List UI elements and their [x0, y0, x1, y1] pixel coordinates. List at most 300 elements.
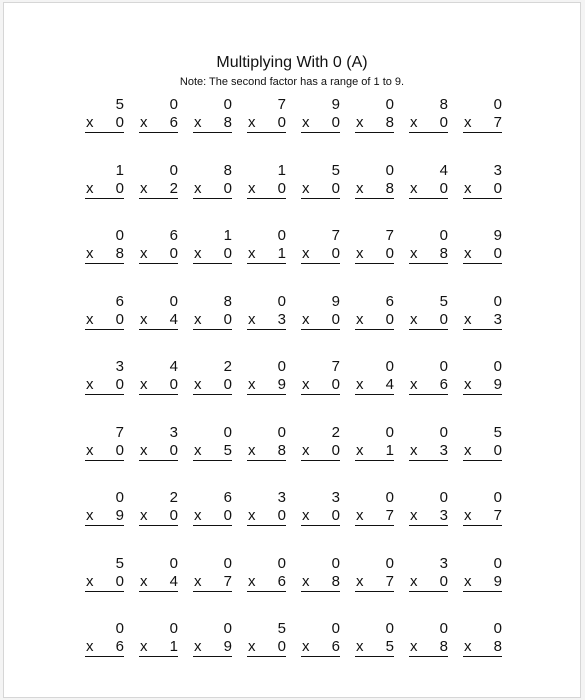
problem: [296, 617, 350, 683]
first-factor: 0: [277, 554, 286, 572]
second-factor-line: [85, 114, 124, 133]
problem: [134, 224, 188, 290]
problem: [242, 486, 296, 552]
first-factor: 0: [115, 620, 124, 637]
multiply-operator: x: [302, 179, 310, 197]
second-factor-line: [139, 638, 178, 657]
second-factor-line: [247, 114, 286, 133]
second-factor: 0: [115, 441, 124, 459]
multiply-operator: x: [86, 441, 94, 459]
multiply-operator: x: [302, 507, 310, 524]
second-factor-line: [193, 573, 232, 592]
problem: [458, 617, 512, 683]
second-factor: 8: [439, 245, 448, 262]
second-factor: 0: [493, 441, 502, 459]
second-factor-line: [463, 573, 502, 592]
problem: [242, 421, 296, 487]
multiply-operator: x: [410, 507, 418, 524]
second-factor: 0: [277, 638, 286, 655]
first-factor: 2: [331, 423, 340, 441]
second-factor-line: [85, 507, 124, 526]
second-factor-line: [463, 507, 502, 526]
second-factor-line: [85, 573, 124, 592]
second-factor: 0: [439, 572, 448, 590]
second-factor-line: [139, 573, 178, 592]
first-factor: 0: [169, 161, 178, 179]
problem: [134, 617, 188, 683]
second-factor-line: [409, 180, 448, 199]
first-factor: 0: [223, 96, 232, 113]
multiply-operator: x: [302, 441, 310, 459]
problem: [188, 617, 242, 683]
first-factor: 5: [115, 96, 124, 113]
problem: [350, 93, 404, 159]
second-factor-line: [193, 638, 232, 657]
second-factor: 6: [277, 572, 286, 590]
problem: [350, 617, 404, 683]
second-factor: 7: [385, 507, 394, 524]
second-factor: 8: [223, 114, 232, 131]
second-factor: 6: [439, 376, 448, 393]
multiply-operator: x: [302, 638, 310, 655]
first-factor: 0: [169, 96, 178, 113]
second-factor: 0: [331, 179, 340, 197]
problem: [242, 617, 296, 683]
second-factor-line: [463, 114, 502, 133]
problem: [350, 552, 404, 618]
second-factor-line: [247, 180, 286, 199]
multiply-operator: x: [194, 245, 202, 262]
second-factor: 5: [223, 441, 232, 459]
second-factor: 9: [223, 638, 232, 655]
second-factor: 8: [385, 179, 394, 197]
second-factor: 0: [331, 441, 340, 459]
second-factor: 0: [331, 310, 340, 328]
multiply-operator: x: [140, 179, 148, 197]
second-factor-line: [409, 311, 448, 330]
first-factor: 1: [223, 227, 232, 244]
first-factor: 0: [115, 227, 124, 244]
problem: [404, 93, 458, 159]
second-factor-line: [247, 442, 286, 461]
second-factor-line: [355, 573, 394, 592]
problem: [458, 355, 512, 421]
multiply-operator: x: [410, 441, 418, 459]
first-factor: 6: [169, 227, 178, 244]
multiply-operator: x: [464, 376, 472, 393]
first-factor: 9: [331, 96, 340, 113]
multiply-operator: x: [86, 376, 94, 393]
first-factor: 0: [385, 161, 394, 179]
second-factor-line: [409, 507, 448, 526]
problem: [134, 552, 188, 618]
first-factor: 6: [115, 292, 124, 310]
multiply-operator: x: [86, 507, 94, 524]
first-factor: 0: [385, 358, 394, 375]
problem: [458, 93, 512, 159]
multiply-operator: x: [194, 376, 202, 393]
problem: [350, 290, 404, 356]
first-factor: 5: [493, 423, 502, 441]
second-factor: 7: [223, 572, 232, 590]
problem: [242, 224, 296, 290]
second-factor: 0: [439, 310, 448, 328]
second-factor-line: [247, 376, 286, 395]
second-factor-line: [139, 442, 178, 461]
first-factor: 0: [331, 554, 340, 572]
second-factor: 0: [277, 507, 286, 524]
problem: [80, 93, 134, 159]
first-factor: 6: [385, 292, 394, 310]
second-factor-line: [409, 638, 448, 657]
first-factor: 7: [331, 358, 340, 375]
multiply-operator: x: [194, 310, 202, 328]
second-factor: 0: [115, 376, 124, 393]
second-factor: 0: [331, 245, 340, 262]
second-factor: 8: [385, 114, 394, 131]
first-factor: 0: [223, 554, 232, 572]
second-factor: 0: [331, 376, 340, 393]
second-factor-line: [193, 442, 232, 461]
first-factor: 2: [223, 358, 232, 375]
first-factor: 0: [493, 554, 502, 572]
second-factor: 0: [331, 507, 340, 524]
first-factor: 0: [385, 554, 394, 572]
second-factor: 0: [223, 245, 232, 262]
problem: [134, 93, 188, 159]
first-factor: 5: [331, 161, 340, 179]
multiply-operator: x: [140, 310, 148, 328]
first-factor: 0: [223, 620, 232, 637]
second-factor: 0: [115, 114, 124, 131]
problem: [242, 552, 296, 618]
problem: [242, 93, 296, 159]
first-factor: 0: [277, 292, 286, 310]
first-factor: 5: [115, 554, 124, 572]
problem: [404, 552, 458, 618]
second-factor: 8: [493, 638, 502, 655]
problem: [458, 159, 512, 225]
first-factor: 0: [169, 620, 178, 637]
problem: [80, 159, 134, 225]
problem-grid: [80, 93, 512, 683]
second-factor: 7: [385, 572, 394, 590]
second-factor: 0: [223, 376, 232, 393]
second-factor: 0: [169, 376, 178, 393]
multiply-operator: x: [410, 638, 418, 655]
first-factor: 0: [385, 489, 394, 506]
second-factor: 4: [385, 376, 394, 393]
multiply-operator: x: [140, 245, 148, 262]
second-factor: 0: [277, 179, 286, 197]
second-factor-line: [463, 245, 502, 264]
second-factor: 0: [223, 310, 232, 328]
problem: [242, 290, 296, 356]
second-factor: 7: [493, 114, 502, 131]
multiply-operator: x: [194, 114, 202, 131]
problem: [350, 159, 404, 225]
multiply-operator: x: [410, 572, 418, 590]
multiply-operator: x: [302, 376, 310, 393]
problem: [404, 159, 458, 225]
second-factor: 4: [169, 572, 178, 590]
second-factor: 1: [169, 638, 178, 655]
first-factor: 0: [169, 554, 178, 572]
first-factor: 0: [277, 423, 286, 441]
second-factor-line: [193, 507, 232, 526]
first-factor: 0: [439, 358, 448, 375]
second-factor-line: [301, 507, 340, 526]
problem: [458, 552, 512, 618]
problem: [458, 224, 512, 290]
second-factor: 3: [439, 441, 448, 459]
problem: [296, 355, 350, 421]
second-factor-line: [301, 114, 340, 133]
problem: [80, 552, 134, 618]
second-factor: 1: [277, 245, 286, 262]
second-factor: 9: [277, 376, 286, 393]
second-factor-line: [355, 507, 394, 526]
multiply-operator: x: [86, 114, 94, 131]
second-factor-line: [355, 114, 394, 133]
multiply-operator: x: [356, 310, 364, 328]
first-factor: 3: [439, 554, 448, 572]
multiply-operator: x: [464, 114, 472, 131]
second-factor: 0: [277, 114, 286, 131]
multiply-operator: x: [464, 310, 472, 328]
second-factor: 9: [493, 376, 502, 393]
multiply-operator: x: [194, 507, 202, 524]
second-factor-line: [301, 180, 340, 199]
second-factor-line: [247, 245, 286, 264]
problem: [404, 290, 458, 356]
multiply-operator: x: [248, 572, 256, 590]
multiply-operator: x: [140, 376, 148, 393]
first-factor: 3: [115, 358, 124, 375]
multiply-operator: x: [248, 310, 256, 328]
multiply-operator: x: [194, 638, 202, 655]
first-factor: 1: [115, 161, 124, 179]
second-factor-line: [463, 180, 502, 199]
multiply-operator: x: [356, 441, 364, 459]
first-factor: 9: [331, 292, 340, 310]
first-factor: 0: [493, 620, 502, 637]
multiply-operator: x: [248, 507, 256, 524]
multiply-operator: x: [140, 441, 148, 459]
second-factor-line: [409, 245, 448, 264]
first-factor: 1: [277, 161, 286, 179]
second-factor: 0: [115, 572, 124, 590]
problem: [296, 421, 350, 487]
multiply-operator: x: [194, 572, 202, 590]
multiply-operator: x: [140, 507, 148, 524]
multiply-operator: x: [248, 638, 256, 655]
problem: [188, 355, 242, 421]
problem: [188, 224, 242, 290]
second-factor-line: [85, 376, 124, 395]
second-factor-line: [409, 573, 448, 592]
multiply-operator: x: [86, 572, 94, 590]
problem: [404, 355, 458, 421]
second-factor: 0: [169, 245, 178, 262]
problem: [188, 159, 242, 225]
second-factor: 2: [169, 179, 178, 197]
first-factor: 7: [385, 227, 394, 244]
first-factor: 0: [439, 423, 448, 441]
first-factor: 0: [115, 489, 124, 506]
second-factor: 9: [493, 572, 502, 590]
problem: [242, 159, 296, 225]
second-factor-line: [85, 638, 124, 657]
problem: [80, 224, 134, 290]
second-factor: 8: [439, 638, 448, 655]
first-factor: 0: [493, 292, 502, 310]
problem: [80, 486, 134, 552]
second-factor-line: [355, 442, 394, 461]
problem: [134, 486, 188, 552]
multiply-operator: x: [356, 179, 364, 197]
second-factor-line: [301, 442, 340, 461]
second-factor-line: [247, 507, 286, 526]
multiply-operator: x: [410, 376, 418, 393]
second-factor: 1: [385, 441, 394, 459]
problem: [188, 421, 242, 487]
multiply-operator: x: [464, 245, 472, 262]
problem: [458, 421, 512, 487]
second-factor: 4: [169, 310, 178, 328]
multiply-operator: x: [140, 114, 148, 131]
problem: [350, 421, 404, 487]
second-factor-line: [301, 376, 340, 395]
first-factor: 3: [493, 161, 502, 179]
second-factor-line: [247, 638, 286, 657]
multiply-operator: x: [464, 507, 472, 524]
problem: [134, 290, 188, 356]
multiply-operator: x: [248, 114, 256, 131]
second-factor: 0: [223, 179, 232, 197]
second-factor-line: [463, 311, 502, 330]
second-factor-line: [409, 376, 448, 395]
first-factor: 0: [385, 620, 394, 637]
second-factor-line: [355, 376, 394, 395]
problem: [188, 486, 242, 552]
second-factor: 6: [115, 638, 124, 655]
multiply-operator: x: [302, 572, 310, 590]
worksheet-note: Note: The second factor has a range of 1 to 9.: [179, 76, 405, 88]
second-factor-line: [193, 180, 232, 199]
second-factor-line: [85, 311, 124, 330]
first-factor: 2: [169, 489, 178, 506]
first-factor: 0: [385, 423, 394, 441]
second-factor: 3: [277, 310, 286, 328]
first-factor: 0: [331, 620, 340, 637]
problem: [296, 224, 350, 290]
problem: [80, 290, 134, 356]
multiply-operator: x: [302, 245, 310, 262]
first-factor: 0: [439, 227, 448, 244]
first-factor: 4: [169, 358, 178, 375]
second-factor: 0: [493, 179, 502, 197]
multiply-operator: x: [248, 441, 256, 459]
first-factor: 9: [493, 227, 502, 244]
problem: [458, 486, 512, 552]
first-factor: 0: [169, 292, 178, 310]
second-factor-line: [409, 442, 448, 461]
second-factor: 0: [331, 114, 340, 131]
problem: [296, 552, 350, 618]
multiply-operator: x: [248, 179, 256, 197]
second-factor: 0: [223, 507, 232, 524]
multiply-operator: x: [140, 638, 148, 655]
multiply-operator: x: [86, 638, 94, 655]
second-factor-line: [355, 245, 394, 264]
problem: [134, 159, 188, 225]
first-factor: 7: [115, 423, 124, 441]
problem: [188, 290, 242, 356]
second-factor-line: [463, 376, 502, 395]
multiply-operator: x: [464, 572, 472, 590]
problem: [296, 93, 350, 159]
second-factor-line: [463, 442, 502, 461]
second-factor-line: [409, 114, 448, 133]
multiply-operator: x: [302, 310, 310, 328]
second-factor-line: [139, 311, 178, 330]
multiply-operator: x: [356, 114, 364, 131]
problem: [404, 617, 458, 683]
second-factor: 0: [385, 310, 394, 328]
second-factor-line: [247, 311, 286, 330]
problem: [404, 421, 458, 487]
problem: [188, 552, 242, 618]
first-factor: 0: [223, 423, 232, 441]
problem: [458, 290, 512, 356]
problem: [350, 486, 404, 552]
first-factor: 0: [493, 489, 502, 506]
problem: [296, 486, 350, 552]
multiply-operator: x: [194, 179, 202, 197]
second-factor: 0: [493, 245, 502, 262]
second-factor: 9: [115, 507, 124, 524]
multiply-operator: x: [86, 310, 94, 328]
multiply-operator: x: [410, 114, 418, 131]
first-factor: 5: [277, 620, 286, 637]
second-factor: 0: [385, 245, 394, 262]
multiply-operator: x: [356, 638, 364, 655]
problem: [296, 159, 350, 225]
problem: [350, 224, 404, 290]
first-factor: 8: [223, 161, 232, 179]
problem: [296, 290, 350, 356]
second-factor-line: [301, 573, 340, 592]
first-factor: 0: [439, 620, 448, 637]
multiply-operator: x: [464, 179, 472, 197]
multiply-operator: x: [410, 179, 418, 197]
multiply-operator: x: [302, 114, 310, 131]
problem: [404, 224, 458, 290]
multiply-operator: x: [86, 179, 94, 197]
second-factor: 0: [115, 179, 124, 197]
first-factor: 3: [169, 423, 178, 441]
second-factor-line: [193, 376, 232, 395]
worksheet-title: Multiplying With 0 (A): [216, 54, 368, 71]
multiply-operator: x: [410, 310, 418, 328]
multiply-operator: x: [356, 572, 364, 590]
second-factor-line: [193, 245, 232, 264]
second-factor-line: [301, 245, 340, 264]
second-factor-line: [463, 638, 502, 657]
multiply-operator: x: [194, 441, 202, 459]
second-factor-line: [355, 180, 394, 199]
